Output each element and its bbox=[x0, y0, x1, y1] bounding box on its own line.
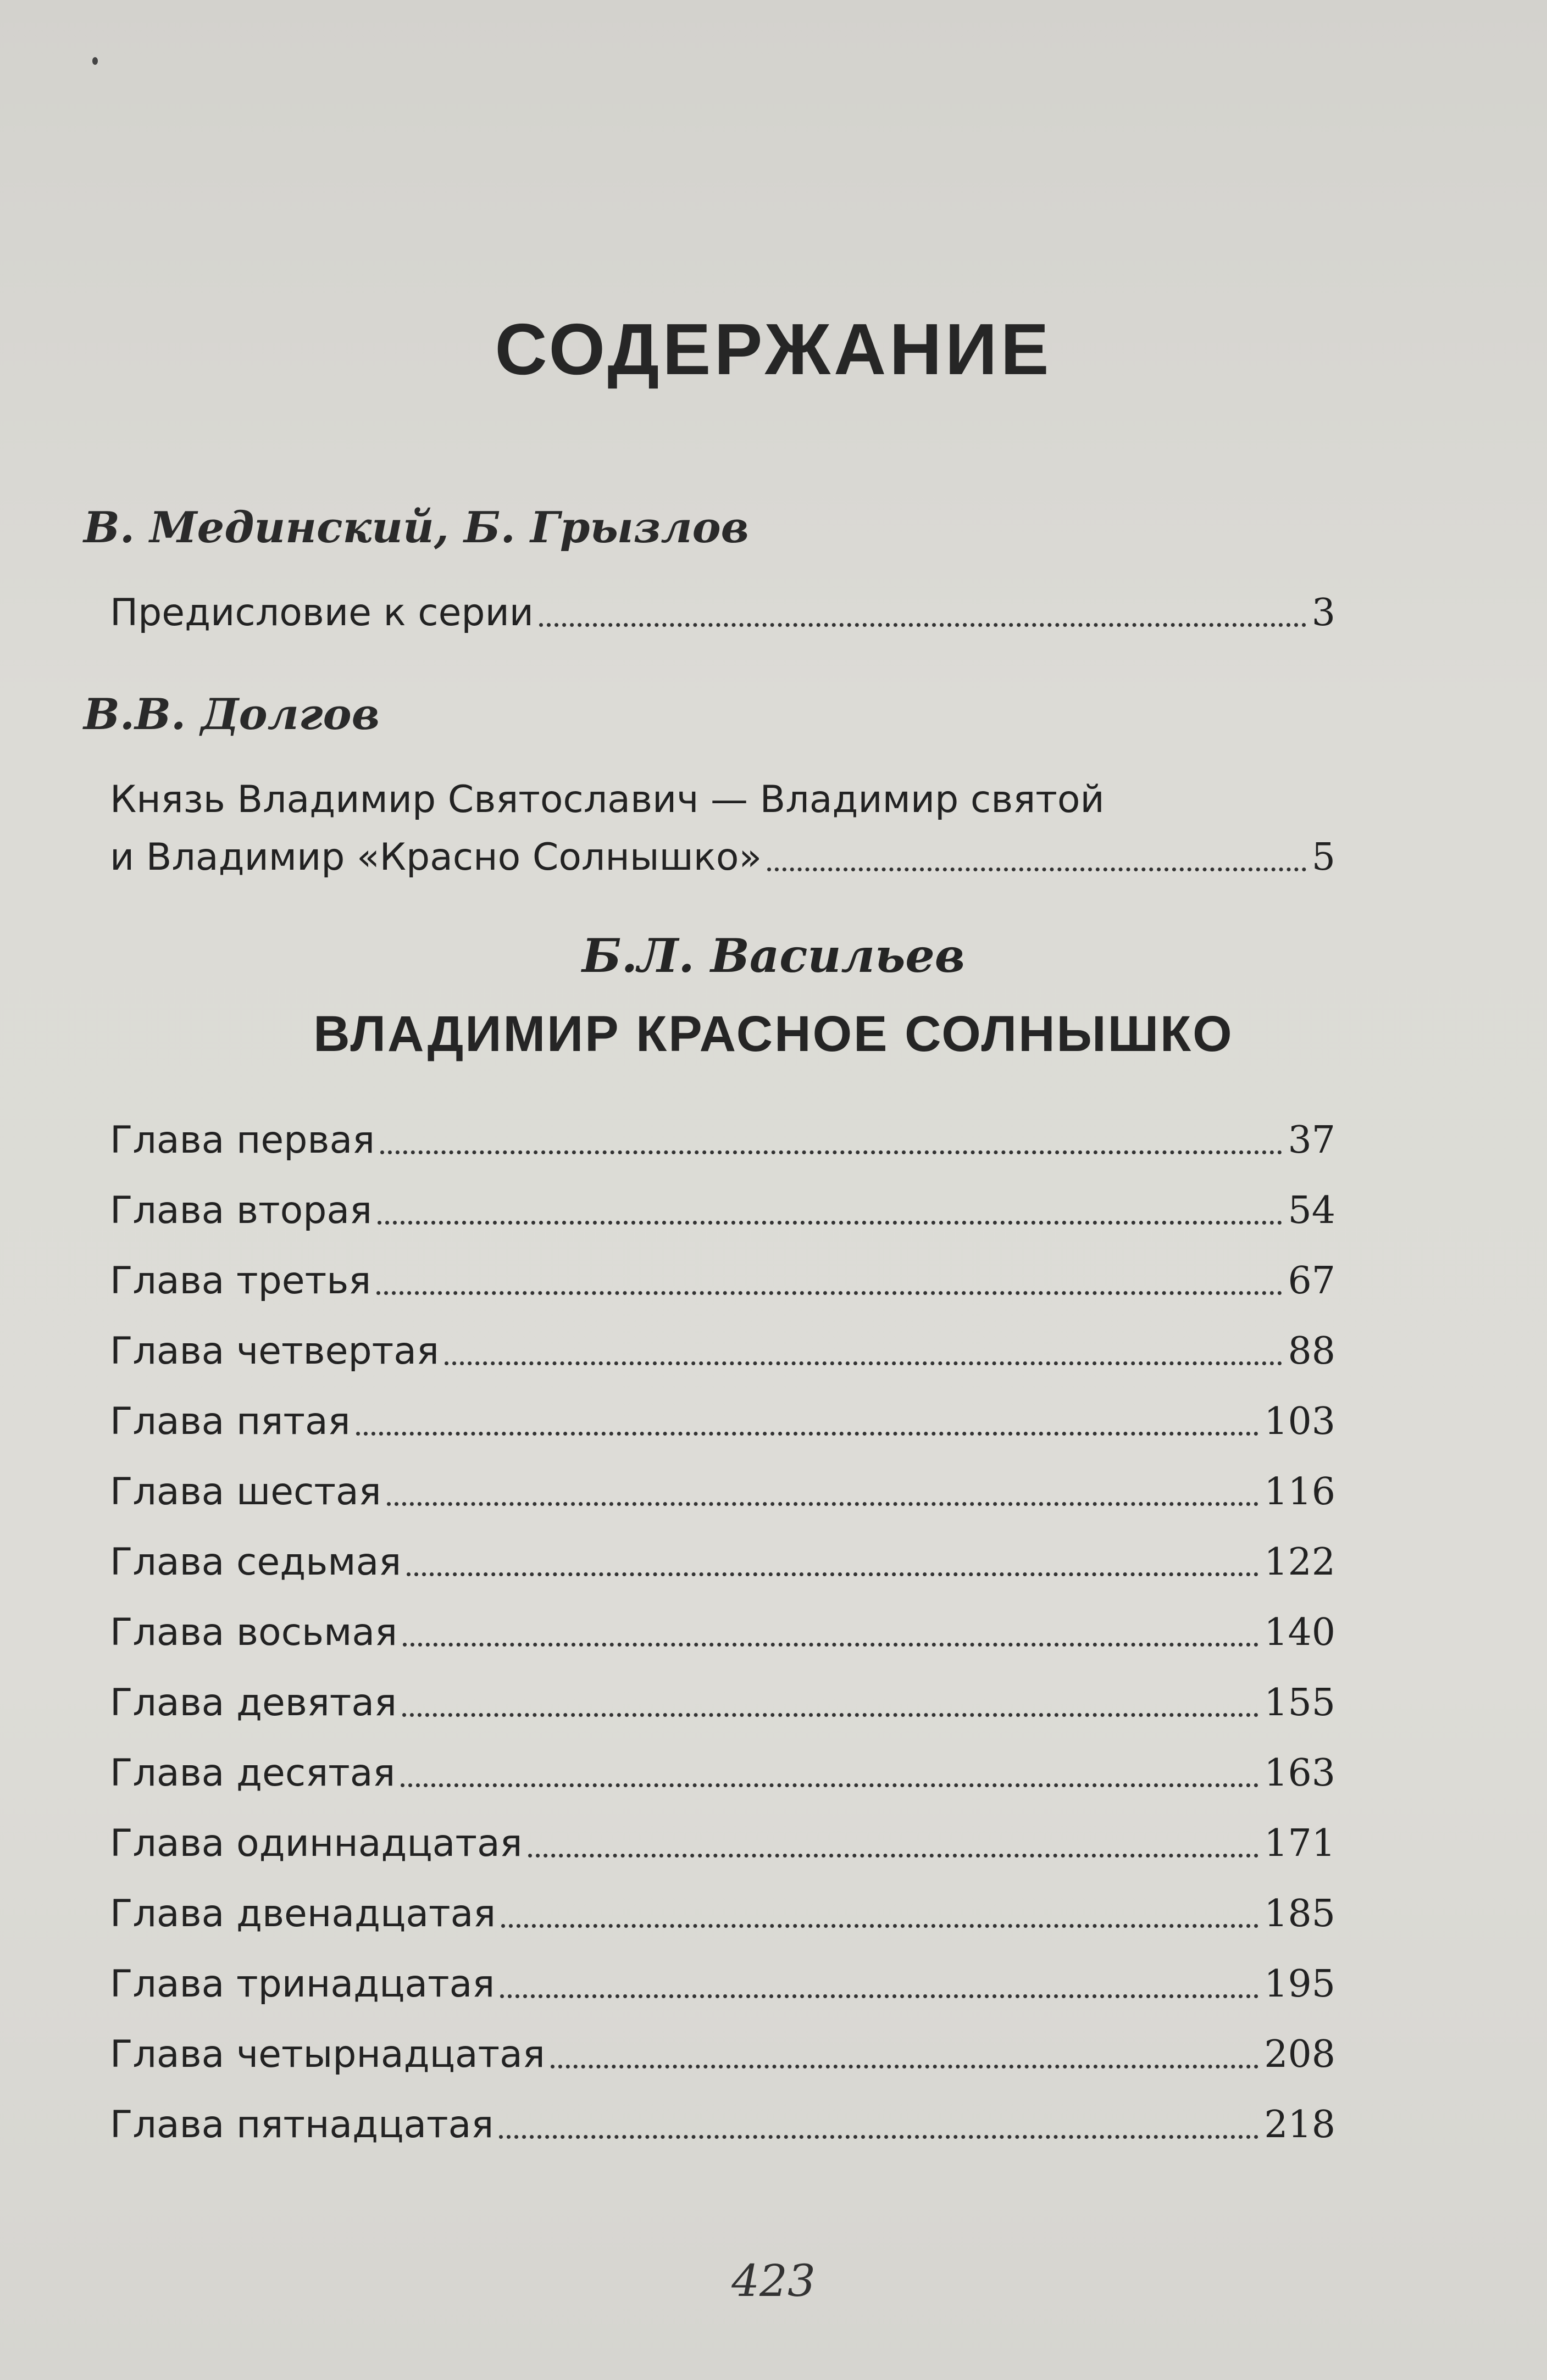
leader-dots bbox=[500, 1994, 1258, 1998]
toc-chapter-row bbox=[110, 1453, 1335, 1514]
ink-mark bbox=[92, 57, 98, 65]
toc-chapter-row bbox=[110, 1734, 1335, 1795]
leader-dots bbox=[551, 2065, 1258, 2068]
page-title: СОДЕРЖАНИЕ bbox=[495, 309, 1052, 390]
entry-author: В.В. Долгов bbox=[84, 689, 380, 739]
leader-dots bbox=[376, 1291, 1282, 1295]
toc-chapter-row bbox=[110, 1805, 1335, 1865]
toc-chapter-row bbox=[110, 1172, 1335, 1232]
toc-chapter-row bbox=[110, 1523, 1335, 1584]
chapter-page: 122 bbox=[1264, 1541, 1335, 1584]
chapter-page: 103 bbox=[1264, 1400, 1335, 1443]
chapter-page: 195 bbox=[1264, 1962, 1335, 2006]
chapter-label: Глава вторая bbox=[110, 1189, 372, 1232]
chapter-page: 171 bbox=[1264, 1822, 1335, 1865]
leader-dots bbox=[378, 1221, 1282, 1225]
chapter-label: Глава одиннадцатая bbox=[110, 1822, 523, 1865]
toc-chapter-row bbox=[110, 2016, 1335, 2076]
chapter-page: 67 bbox=[1288, 1259, 1335, 1303]
chapter-page: 155 bbox=[1264, 1681, 1335, 1725]
toc-chapter-row bbox=[110, 1313, 1335, 1373]
toc-entry-label: Предисловие к серии bbox=[110, 591, 534, 635]
chapter-page: 88 bbox=[1288, 1330, 1335, 1373]
chapter-page: 37 bbox=[1288, 1119, 1335, 1162]
chapter-label: Глава десятая bbox=[110, 1751, 396, 1795]
toc-chapter-row bbox=[110, 1875, 1335, 1936]
book-author: Б.Л. Васильев bbox=[582, 928, 965, 983]
chapter-label: Глава седьмая bbox=[110, 1541, 402, 1584]
toc-chapter-row bbox=[110, 1102, 1335, 1162]
chapter-page: 116 bbox=[1264, 1470, 1335, 1514]
chapter-label: Глава девятая bbox=[110, 1681, 397, 1725]
leader-dots bbox=[767, 868, 1306, 871]
toc-chapter-row bbox=[110, 2086, 1335, 2147]
leader-dots bbox=[356, 1432, 1259, 1436]
leader-dots bbox=[403, 1643, 1258, 1647]
leader-dots bbox=[380, 1150, 1282, 1154]
chapter-label: Глава пятая bbox=[110, 1400, 351, 1443]
chapter-page: 54 bbox=[1288, 1189, 1335, 1232]
toc-entry-label: и Владимир «Красно Солнышко» bbox=[110, 836, 762, 879]
toc-entry-label-line: Князь Владимир Святославич — Владимир святой bbox=[110, 778, 1105, 821]
leader-dots bbox=[407, 1572, 1258, 1576]
toc-entry-page: 3 bbox=[1311, 591, 1335, 635]
chapter-page: 140 bbox=[1264, 1611, 1335, 1654]
chapter-label: Глава двенадцатая bbox=[110, 1892, 496, 1936]
toc-chapter-row bbox=[110, 1242, 1335, 1303]
leader-dots bbox=[401, 1783, 1258, 1787]
chapter-label: Глава восьмая bbox=[110, 1611, 397, 1654]
leader-dots bbox=[402, 1713, 1258, 1717]
chapter-label: Глава шестая bbox=[110, 1470, 381, 1514]
toc-entry bbox=[110, 819, 1335, 879]
leader-dots bbox=[539, 623, 1306, 627]
chapter-label: Глава третья bbox=[110, 1259, 371, 1303]
chapter-label: Глава первая bbox=[110, 1119, 375, 1162]
chapter-page: 218 bbox=[1264, 2103, 1335, 2147]
page-number: 423 bbox=[731, 2255, 816, 2306]
leader-dots bbox=[528, 1854, 1259, 1858]
leader-dots bbox=[499, 2135, 1258, 2139]
toc-chapter-row bbox=[110, 1594, 1335, 1654]
book-title: ВЛАДИМИР КРАСНОЕ СОЛНЫШКО bbox=[313, 1006, 1234, 1062]
chapter-page: 185 bbox=[1264, 1892, 1335, 1936]
chapter-label: Глава четвертая bbox=[110, 1330, 439, 1373]
toc-entry bbox=[110, 574, 1335, 635]
entry-author: В. Мединский, Б. Грызлов bbox=[84, 503, 749, 553]
chapter-label: Глава пятнадцатая bbox=[110, 2103, 494, 2147]
toc-chapter-row bbox=[110, 1945, 1335, 2006]
chapter-page: 208 bbox=[1264, 2033, 1335, 2076]
leader-dots bbox=[445, 1361, 1283, 1365]
leader-dots bbox=[387, 1502, 1259, 1506]
toc-entry-page: 5 bbox=[1311, 836, 1335, 879]
toc-chapter-row bbox=[110, 1383, 1335, 1443]
chapter-label: Глава тринадцатая bbox=[110, 1962, 495, 2006]
leader-dots bbox=[501, 1924, 1258, 1928]
chapter-page: 163 bbox=[1264, 1751, 1335, 1795]
chapter-label: Глава четырнадцатая bbox=[110, 2033, 545, 2076]
toc-chapter-row bbox=[110, 1664, 1335, 1725]
